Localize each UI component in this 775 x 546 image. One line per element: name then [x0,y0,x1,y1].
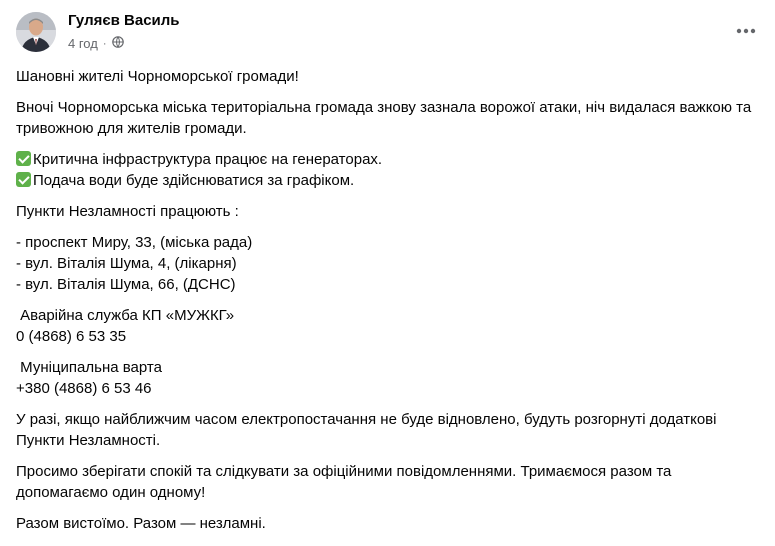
emergency-service-name: Аварійна служба КП «МУЖКГ» [16,307,235,324]
points-title: Пункти Незламності працюють : [16,203,239,220]
avatar-photo [16,12,56,52]
point-item: - вул. Віталія Шума, 4, (лікарня) [16,255,237,272]
checklist-item-text: Подача води буде здійснюватися за графіком. [33,172,355,189]
meta-separator: · [102,37,107,50]
emergency-service [16,305,761,347]
checklist [16,149,761,191]
emergency-service-phone: 0 (4868) 6 53 35 [16,328,127,345]
more-options-icon [736,28,756,34]
municipal-guard [16,357,761,399]
more-options-button[interactable] [731,16,761,46]
calm-paragraph: Просимо зберігати спокій та слідкувати за офіційними повідомленнями. Тримаємося разом та допомагаємо один одному! [16,463,672,501]
point-item: - вул. Віталія Шума, 66, (ДСНС) [16,276,236,293]
closing-slogan: Разом вистоїмо. Разом — незламні. [16,515,266,532]
municipal-guard-phone: +380 (4868) 6 53 46 [16,380,152,397]
author-name[interactable]: Гуляєв Василь [68,12,180,29]
check-mark-icon [16,151,31,166]
globe-icon [112,36,124,51]
avatar[interactable] [16,12,56,52]
checklist-item [16,149,761,170]
points-list [16,232,761,295]
attack-paragraph: Вночі Чорноморська міська територіальна громада знову зазнала ворожої атаки, ніч видалася важкою та тривожною для жителів громади. [16,99,752,137]
post-time[interactable]: 4 год [68,36,98,51]
post-body [16,66,761,544]
municipal-guard-name: Муніципальна варта [16,359,162,376]
greeting: Шановні жителі Чорноморської громади! [16,68,299,85]
checklist-item-text: Критична інфраструктура працює на генераторах. [33,151,383,168]
check-mark-icon [16,172,31,187]
point-item: - проспект Миру, 33, (міська рада) [16,234,253,251]
post-meta [68,36,124,51]
checklist-item [16,170,761,191]
additional-points-paragraph: У разі, якщо найближчим часом електропостачання не буде відновлено, будуть розгорнуті додаткові Пункти Незламності. [16,411,717,449]
